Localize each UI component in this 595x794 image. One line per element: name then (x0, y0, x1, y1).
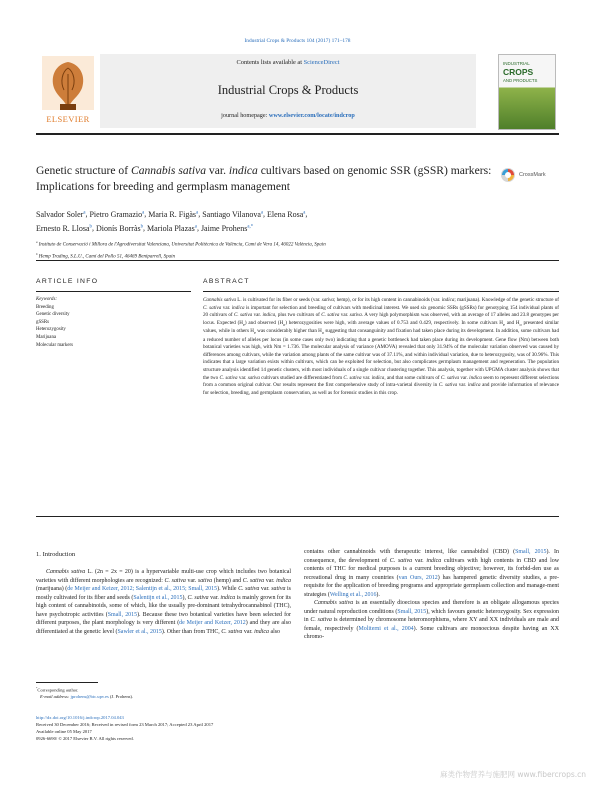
keywords-label: Keywords: (36, 297, 58, 302)
keywords-block (36, 296, 186, 349)
citation-link[interactable]: de Meijer and Keizer, 2012 (179, 620, 246, 627)
body-column-left (36, 568, 291, 636)
copyright: 0926-6690/ © 2017 Elsevier B.V. All rights reserved. (36, 735, 134, 741)
homepage-prefix: journal homepage: (221, 112, 269, 119)
header-divider (36, 133, 559, 135)
doi-link[interactable]: http://dx.doi.org/10.1016/j.indcrop.2017.04.043 (36, 715, 124, 720)
crossmark-icon (500, 167, 516, 185)
abstract-heading: ABSTRACT (203, 278, 250, 285)
author[interactable]: Salvador Soler$^a$ (36, 209, 86, 219)
author[interactable]: Jaime Prohens$^{a,*}$ (200, 223, 254, 233)
title-part: Genetic structure of (36, 164, 131, 177)
author[interactable]: Elena Rosa$^a$ (267, 209, 306, 219)
received-dates: Received 30 December 2016; Received in revised form 23 March 2017; Accepted 23 April 2017 (36, 721, 214, 727)
divider (36, 291, 191, 292)
citation-link[interactable]: Small, 2015 (397, 608, 427, 615)
cover-title-3: AND PRODUCTS (503, 78, 538, 83)
journal-name: Industrial Crops & Products (217, 83, 359, 97)
keyword: gSSRs (36, 319, 50, 325)
citation-link[interactable]: de Meijer and Keizer, 2012; Salentijn et al., 2015; Small, 2015 (67, 586, 218, 593)
citation-link[interactable]: Small, 2015 (107, 611, 138, 618)
affiliations (36, 238, 559, 262)
title-part-italic: indica (228, 164, 258, 177)
affiliation: $^a$ Instituto de Conservació i Millora de l'Agrodiversitat Valenciana, Universitat Politècnica de València, Camí de Vera 14, 46022 València, Spain (36, 240, 326, 248)
email-note: E-mail address: jprohens@btc.upv.es (J. Prohens). (40, 694, 134, 700)
cover-title-1: INDUSTRIAL (503, 61, 530, 66)
sciencedirect-link[interactable]: ScienceDirect (303, 59, 340, 66)
author[interactable]: Ernesto R. Llosa$^b$ (36, 223, 92, 233)
title-part: var. (206, 164, 229, 177)
citation-link[interactable]: Moliterni et al., 2004 (358, 625, 414, 632)
keyword: Molecular markers (36, 342, 74, 348)
citation-link[interactable]: Welling et al., 2016 (329, 591, 377, 598)
author[interactable]: Pietro Gramazio$^a$ (89, 209, 145, 219)
keyword: Breeding (36, 304, 54, 310)
author-list: Salvador Soler$^a$, Pietro Gramazio$^a$, Maria R. Figàs$^a$, Santiago Vilanova$^a$, Elena Rosa$^a$, Ernesto R. Llosa$^b$, Dionís Borràs$^b$, Mariola Plazas$^a$, Jaime Prohens$^{a,*}$ (36, 209, 308, 233)
affiliation: $^b$ Hemp Trading, S.L.U., Camí del Pollo 51, 46469 Beniparrell, Spain (36, 252, 175, 260)
elsevier-logo (38, 54, 98, 128)
divider (36, 260, 559, 261)
keyword: Genetic diversity (36, 312, 70, 318)
divider (36, 516, 559, 517)
author[interactable]: Santiago Vilanova$^a$ (202, 209, 264, 219)
paragraph: Cannabis sativa L. (2n = 2x = 20) is a hypervariable multi-use crop which includes two botanical varieties with different morphologies are recognized: C. sativa var. sativa (hemp) and C. sativa var. indica (marijuana) (de Meijer and Keizer, 2012; Salentijn et al., 2015; Small, 2015). While C. sativa var. sativa is mostly cultivated for its fiber and seeds (Salentijn et al., 2015), C. sativa var. indica is mainly grown for its high content of cannabinoids, some of which, like the usually pre-dominant tetrahydrocannabinol (THC), have psychotropic activities (Small, 2015). Because these two botanical varieties have been selected for different purposes, the plant morphology is very different (de Meijer and Keizer, 2012) and they are also differentiated at the genetic level (Sawler et al., 2015). Other than from THC, C. sativa var. indica also (36, 569, 292, 635)
author[interactable]: Maria R. Figàs$^a$ (148, 209, 199, 219)
journal-header (100, 54, 476, 128)
site-watermark: 麻类作物营养与施肥网 www.fibercrops.cn (440, 770, 587, 779)
article-info-heading: ARTICLE INFO (36, 278, 99, 285)
online-date: Available online 05 May 2017 (36, 728, 92, 734)
author[interactable]: Dionís Borràs$^b$ (95, 223, 144, 233)
contents-line (100, 59, 476, 66)
corresponding-author-note: *Corresponding author. (36, 687, 79, 693)
contents-prefix: Contents lists available at (236, 59, 304, 66)
homepage-link[interactable]: www.elsevier.com/locate/indcrop (268, 112, 355, 119)
email-link[interactable]: jprohens@btc.upv.es (70, 694, 109, 700)
paragraph: Cannabis sativa is an essentially dioecious species and therefore is an obligate allogamous species under natural reproduction conditions (Small, 2015), which favours genetic heterozygosity. Sex expression in C. sativa is determined by chromosome heteromorphisms, where XY and XX individuals are male and female, respectively (Moliterni et al., 2004). Some cultivars are monoecious despite having an XX chromo- (304, 600, 560, 641)
crossmark-label: CrossMark (519, 172, 546, 178)
title-part: cultivars based on genomic SSR (gSSR) markers: Implications for breeding and germplasm management (36, 164, 492, 193)
citation-link[interactable]: van Ours, 2012 (398, 574, 438, 581)
abstract-text: Cannabis sativa L. is cultivated for its fiber or seeds (var. sativa; hemp), or for its high content in cannabinoids (var. indica; marijuana). Knowledge of the genetic structure of C. sativa var. indica is important for selection and breeding of cultivars with medicinal interest. We used six genomic SSRs (gSSRs) for genotyping 154 individual plants of 20 cultivars of C. sativa var. indica, plus two cultivars of C. sativa var. sativa. A very high polymorphism was observed, with an average of 17 alleles and 23.8 genotypes per locus. Expected $(H_e)$ and observed $(H_o)$ heterozygosities were high, with average values of 0.753 and 0.429, respectively. In some cultivars $H_e$ and $H_o$ presented similar values, while in others $H_e$ was considerably higher than $H_o$ suggesting that consanguinity and fixation had taken place during its development. In addition, some cultivars had a reduced number of alleles per locus (in some cases only two) indicating that a genetic bottleneck had taken place during its development. Gene flow (Nm) between both botanical varieties was high, with Nm = 1.736. The molecular analysis of variance (AMOVA) revealed that only 31.94% of the molecular variation observed was caused by differences among cultivars, while the variation among plants of the same cultivar was of 37.11%, and within individual variation, due to heterozygosity, was of 30.96%. This indicates that a large variation exists within cultivars, which can be exploited for selection, but also complicates germplasm management and regeneration. The population structure analysis identified 14 genetic clusters, with most individuals of a single cultivar clustering together. This analysis, together with UPGMA cluster analysis shows that the two C. sativa var. sativa cultivars studied are differentiated from C. sativa var. indica, and that some cultivars of C. sativa var. indica seem to represent different selections from a common original cultivar. Our results represent the first comprehensive study of intra-varietal diversity in C. sativa var. indica and provide information of relevance for selection, breeding, and germplasm conservation, as well as for forensic studies in this crop. (203, 297, 559, 396)
section-heading: 1. Introduction (36, 551, 76, 558)
body-column-right (304, 548, 559, 642)
footnote-divider (36, 682, 98, 683)
journal-homepage (100, 112, 476, 119)
cover-title-2: CROPS (503, 67, 534, 77)
publication-info (36, 715, 336, 743)
divider (203, 291, 559, 292)
title-part-italic: Cannabis sativa (130, 164, 207, 177)
author[interactable]: Mariola Plazas$^a$ (147, 223, 197, 233)
citation-link[interactable]: Salentijn et al., 2015 (133, 594, 183, 601)
citation-link[interactable]: Small, 2015 (515, 549, 547, 555)
journal-cover-image (498, 54, 556, 130)
publisher-name: ELSEVIER (46, 114, 90, 124)
paragraph: contains other cannabinoids with therapeutic interest, like cannabidiol (CBD) (Small, 2015). In consequence, the development of C. sativa var. indica cultivars with high contents in CBD and low contents of THC for medical purposes is a current breeding objective; however, its forbid-den use as recreational drug in many countries (van Ours, 2012) has hampered genetic diversity studies, a pre-requisite for the application of breeding programs and appropriate germplasm collection and manage-ment strategies (Welling et al., 2016). (304, 549, 560, 598)
keyword: Marijuana (36, 334, 57, 340)
article-title (36, 163, 496, 195)
journal-reference[interactable]: Industrial Crops & Products 104 (2017) 171–178 (244, 38, 351, 44)
crossmark-badge[interactable] (500, 166, 562, 186)
keyword: Heterozygosity (36, 327, 66, 333)
footnotes (36, 686, 291, 701)
citation-link[interactable]: Sawler et al., 2015 (117, 628, 162, 635)
